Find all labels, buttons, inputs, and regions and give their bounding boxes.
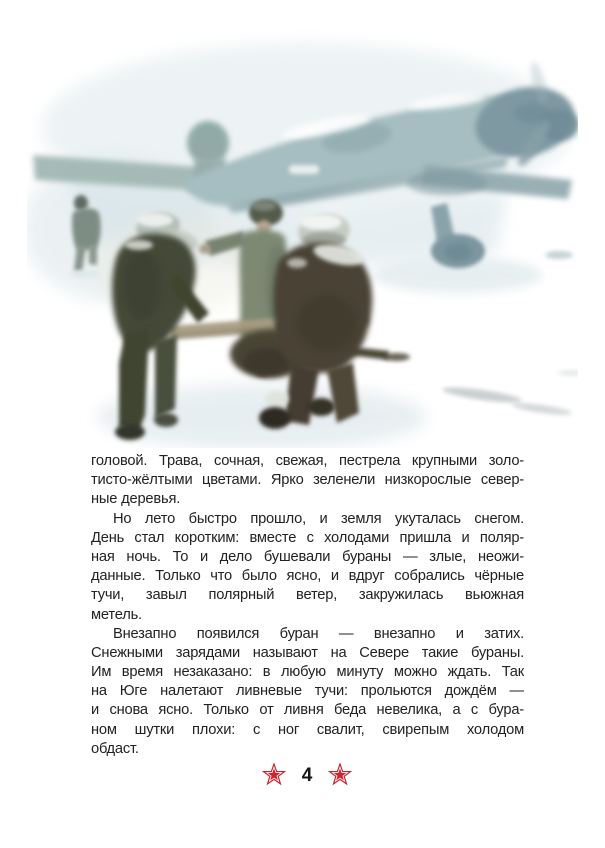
text-line: на Юге налетают ливневые тучи: прольются дождём — bbox=[91, 683, 524, 700]
text-line: головой. Трава, сочная, свежая, пестрела крупными золо- bbox=[91, 453, 524, 469]
red-star-icon bbox=[328, 763, 352, 787]
text-line: обдаст. bbox=[91, 740, 139, 757]
text-line: Им время незаказано: в любую минуту можно ждать. Так bbox=[91, 664, 524, 681]
crew-left-boot bbox=[115, 424, 145, 440]
text-line: Но лето быстро прошло, и земля укуталась снегом. bbox=[113, 510, 524, 527]
text-line: метель. bbox=[91, 606, 142, 623]
red-star-icon bbox=[262, 763, 286, 787]
text-line: и снова ясно. Только от ливня беда невелика, а с бура- bbox=[91, 702, 524, 719]
text-line: Снежными зарядами называют на Севере такие бураны. bbox=[91, 644, 524, 661]
text-line: данные. Только что было ясно, и вдруг собрались чёрные bbox=[91, 568, 524, 585]
text-line: День стал коротким: вместе с холодами пришла и поляр- bbox=[91, 529, 524, 546]
snow-tracks bbox=[442, 370, 578, 417]
text-line: Внезапно появился буран — внезапно и затих. bbox=[113, 625, 524, 642]
body-text bbox=[91, 452, 524, 759]
text-line: тисто-жёлтыми цветами. Ярко зеленели низкорослые север- bbox=[91, 472, 524, 489]
crew-left-leg bbox=[119, 329, 149, 431]
page-footer bbox=[0, 761, 605, 789]
watercolor-illustration bbox=[27, 23, 578, 448]
text-line: ном шутки плохи: с ног свалит, свирепым холодом bbox=[91, 721, 524, 738]
crew-right-boot bbox=[259, 407, 291, 429]
page-number: 4 bbox=[301, 764, 313, 786]
text-line: тучи, завыл полярный ветер, закружилась вьюжная bbox=[91, 587, 524, 604]
text-line: ные деревья. bbox=[91, 491, 181, 508]
text-line: ная ночь. То и дело бушевали бураны — злые, неожи- bbox=[91, 548, 524, 565]
